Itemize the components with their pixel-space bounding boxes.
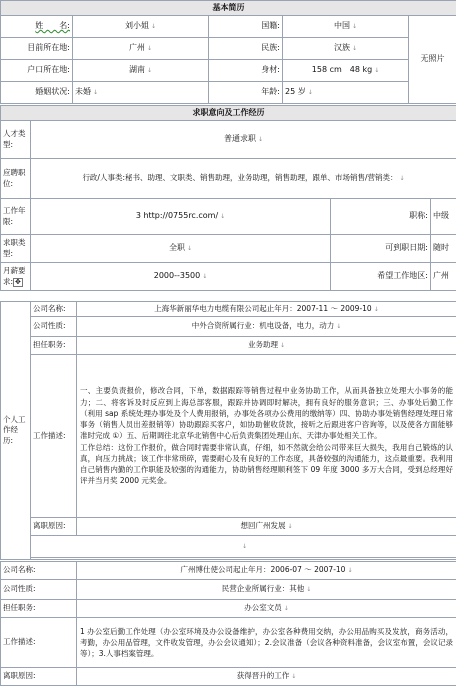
intent-table [0, 105, 456, 291]
job1-desc-value [77, 355, 456, 518]
experience-section-label: 个人工作经历: [1, 302, 31, 560]
job2-company-value: 广州博仕使公司起止年月：2006-07 ～ 2007-10 ↓ [77, 562, 456, 580]
basic-info-header: 基本简历 [1, 1, 456, 16]
nationality-label: 国籍: [209, 16, 283, 38]
job1-desc-para: 一、主要负责报价，修改合同，下单，数据跟踪等销售过程中业务协助工作，从而具备独立处理大小事务的能力；二、将客诉及时反应到上海总部客服，跟踪并协调即时解决，拥有良好的服务意识；三、办事处后勤工作（利用 sap 系统处理办事处及个人费用报销，办事处各项办公费用的缴纳等）四、协助办事处销售经理处理日常事务（销售人员出差报销等）协助跟踪买客户，如协助催收货款，接听之后跟进客户咨询等，以及使各方面能够准时完成 ①）五、后期调往北京华北销售中心后负责集团处理山东、天津办事处相关工作。 [80, 386, 453, 441]
job1-desc-label: 工作描述: [31, 355, 77, 518]
intent-header: 求职意向及工作经历 [1, 106, 456, 121]
salary-value: 2000--3500 ↓ [31, 263, 331, 291]
residence-label: 目前所在地: [1, 38, 73, 60]
ethnicity-value: 汉族 ↓ [283, 38, 409, 60]
job2-nature-value: 民营企业所属行业：其他 ↓ [77, 580, 456, 600]
job2-desc-para: 1 办公室后勤工作处理（办公室环境及办公设备维护，办公室各种费用交纳，办公用品购买及发放，商务活动，考勤，办公用品管理，文件收发管理，办公会议通知）；2.会议准备（会议各种资料准备，会议室布置，会议记录等）；3.人事档案管理。 [80, 626, 453, 659]
name-label: 姓 名: [1, 16, 73, 38]
age-value: 25 岁 ↓ [283, 82, 409, 104]
ethnicity-label: 民族: [209, 38, 283, 60]
job2-desc-label: 工作描述: [1, 618, 77, 668]
job1-company-value: 上海华新丽华电力电缆有限公司起止年月：2007-11 ～ 2009-10 ↓ [77, 302, 456, 317]
job1-nature-value: 中外合资所属行业：机电设备，电力，动力 ↓ [77, 317, 456, 337]
title-label: 职称: [331, 199, 431, 235]
job2-role-value: 办公室文员 ↓ [77, 600, 456, 618]
experience-table-2 [0, 561, 456, 686]
age-label: 年龄: [209, 82, 283, 104]
marital-value: 未婚 ↓ [73, 82, 209, 104]
marital-label: 婚姻状况: [1, 82, 73, 104]
photo-placeholder: 无照片 [409, 16, 456, 104]
job2-leave-label: 离职原因: [1, 668, 77, 686]
position-label: 应聘职位: [1, 159, 31, 199]
job2-role-label: 担任职务: [1, 600, 77, 618]
job2-company-label: 公司名称: [1, 562, 77, 580]
area-label: 希望工作地区: [331, 263, 431, 291]
hukou-label: 户口所在地: [1, 60, 73, 82]
years-value: 3 http://0755rc.com/ ↓ [31, 199, 331, 235]
jobtype-value: 全职 ↓ [31, 235, 331, 263]
job1-company-label: 公司名称: [31, 302, 77, 317]
job2-leave-value: 获得晋升的工作 ↓ [77, 668, 456, 686]
job-separator: ↓ [31, 536, 456, 558]
hukou-value: 湖南 ↓ [73, 60, 209, 82]
job2-nature-label: 公司性质: [1, 580, 77, 600]
salary-label: 月薪要求: ✥ [1, 263, 31, 291]
years-label: 工作年限: [1, 199, 31, 235]
talent-value: 普通求职 ↓ [31, 121, 456, 159]
job1-role-label: 担任职务: [31, 337, 77, 355]
move-handle-icon[interactable]: ✥ [15, 277, 21, 286]
talent-label: 人才类型: [1, 121, 31, 159]
residence-value: 广州 ↓ [73, 38, 209, 60]
name-value: 刘小姐 ↓ [73, 16, 209, 38]
title-value: 中级 [431, 199, 456, 235]
jobtype-label: 求职类型: [1, 235, 31, 263]
start-value: 随时 [431, 235, 456, 263]
body-label: 身材: [209, 60, 283, 82]
spacer-row [31, 558, 456, 560]
body-value: 158 cm 48 kg ↓ [283, 60, 409, 82]
start-label: 可到职日期: [331, 235, 431, 263]
job1-desc-para: 工作总结：这份工作报价，做合同时需要非常认真，仔细，如不然就会给公司带来巨大损失，我用自己锻炼的认真，向压力挑战；该工作非常琐碎，需要耐心及有良好的工作态度，具备较强的沟通能力，这点最重要。我利用自己销售内勤的工作职能及较强的沟通能力，协助销售经理顺利签下 09 年度 3000 多万大合同，受到总经理好评并当月奖 2000 元奖金。 [80, 442, 453, 486]
job1-leave-label: 离职原因: [31, 518, 77, 536]
job2-desc-value [77, 618, 456, 668]
basic-info-table [0, 0, 456, 104]
job1-nature-label: 公司性质: [31, 317, 77, 337]
nationality-value: 中国 ↓ [283, 16, 409, 38]
area-value: 广州 [431, 263, 456, 291]
job1-role-value: 业务助理 ↓ [77, 337, 456, 355]
position-value: 行政/人事类:秘书、助理、文职类、销售助理，业务助理，销售助理，跟单、市场销售/营销类： ↓ [31, 159, 456, 199]
experience-table [0, 301, 456, 560]
job1-leave-value: 想回广州发展 ↓ [77, 518, 456, 536]
